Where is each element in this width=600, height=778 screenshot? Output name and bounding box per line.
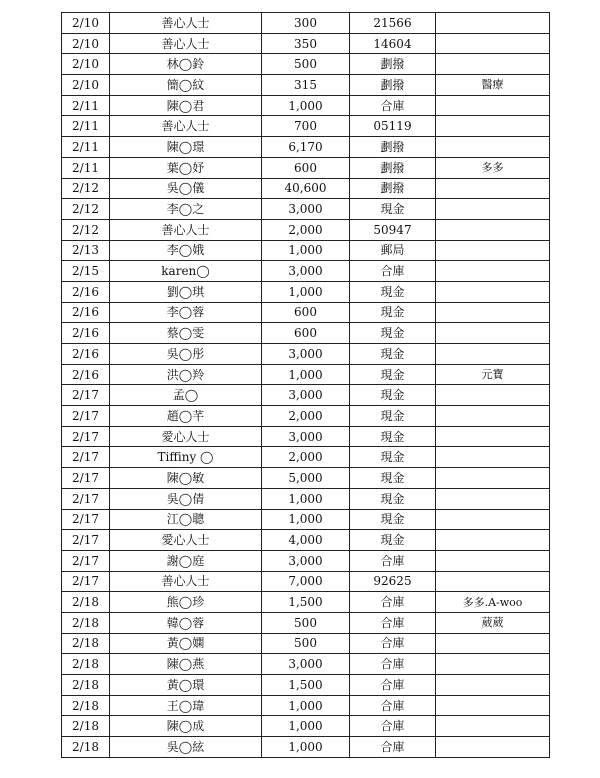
payment-method-cell: 合庫 — [350, 654, 436, 675]
amount-cell: 3,000 — [262, 550, 350, 571]
payment-method-cell: 合庫 — [350, 261, 436, 282]
payment-method-cell: 合庫 — [350, 737, 436, 758]
date-cell: 2/18 — [62, 612, 110, 633]
note-cell — [436, 281, 550, 302]
date-cell: 2/11 — [62, 95, 110, 116]
payment-method-cell: 現金 — [350, 447, 436, 468]
donor-name-cell: 李◯蓉 — [110, 302, 262, 323]
note-cell — [436, 323, 550, 344]
amount-cell: 315 — [262, 75, 350, 96]
amount-cell: 3,000 — [262, 344, 350, 365]
payment-method-cell: 郵局 — [350, 240, 436, 261]
amount-cell: 2,000 — [262, 406, 350, 427]
payment-method-cell: 合庫 — [350, 95, 436, 116]
donor-name-cell: 愛心人士 — [110, 530, 262, 551]
payment-method-cell: 劃撥 — [350, 178, 436, 199]
donor-name-cell: 趙◯芊 — [110, 406, 262, 427]
amount-cell: 500 — [262, 54, 350, 75]
note-cell — [436, 716, 550, 737]
donor-name-cell: 善心人士 — [110, 219, 262, 240]
amount-cell: 700 — [262, 116, 350, 137]
date-cell: 2/17 — [62, 488, 110, 509]
amount-cell: 4,000 — [262, 530, 350, 551]
note-cell — [436, 219, 550, 240]
note-cell — [436, 240, 550, 261]
table-row — [62, 157, 550, 178]
amount-cell: 1,500 — [262, 592, 350, 613]
note-cell: 多多.A-woo — [436, 592, 550, 613]
note-cell — [436, 178, 550, 199]
donor-name-cell: 林◯鈴 — [110, 54, 262, 75]
donor-name-cell: 陳◯成 — [110, 716, 262, 737]
amount-cell: 1,000 — [262, 716, 350, 737]
document-page — [61, 12, 549, 758]
date-cell: 2/18 — [62, 737, 110, 758]
payment-method-cell: 14604 — [350, 33, 436, 54]
note-cell — [436, 675, 550, 696]
payment-method-cell: 現金 — [350, 530, 436, 551]
note-cell: 葳葳 — [436, 612, 550, 633]
note-cell — [436, 302, 550, 323]
table-row — [62, 675, 550, 696]
date-cell: 2/16 — [62, 364, 110, 385]
donor-name-cell: 善心人士 — [110, 13, 262, 34]
payment-method-cell: 現金 — [350, 406, 436, 427]
amount-cell: 1,000 — [262, 364, 350, 385]
payment-method-cell: 現金 — [350, 281, 436, 302]
table-row — [62, 75, 550, 96]
note-cell: 醫療 — [436, 75, 550, 96]
payment-method-cell: 劃撥 — [350, 75, 436, 96]
note-cell — [436, 695, 550, 716]
date-cell: 2/11 — [62, 157, 110, 178]
table-row — [62, 364, 550, 385]
table-row — [62, 468, 550, 489]
table-row — [62, 550, 550, 571]
payment-method-cell: 合庫 — [350, 716, 436, 737]
note-cell — [436, 261, 550, 282]
payment-method-cell: 現金 — [350, 302, 436, 323]
amount-cell: 1,000 — [262, 695, 350, 716]
amount-cell: 2,000 — [262, 219, 350, 240]
donor-name-cell: 善心人士 — [110, 33, 262, 54]
amount-cell: 500 — [262, 612, 350, 633]
table-row — [62, 261, 550, 282]
amount-cell: 3,000 — [262, 385, 350, 406]
note-cell — [436, 385, 550, 406]
table-row — [62, 13, 550, 34]
amount-cell: 500 — [262, 633, 350, 654]
date-cell: 2/17 — [62, 468, 110, 489]
amount-cell: 1,000 — [262, 488, 350, 509]
payment-method-cell: 劃撥 — [350, 157, 436, 178]
table-row — [62, 178, 550, 199]
date-cell: 2/17 — [62, 530, 110, 551]
donor-name-cell: 吳◯絃 — [110, 737, 262, 758]
amount-cell: 3,000 — [262, 654, 350, 675]
donor-name-cell: 吳◯彤 — [110, 344, 262, 365]
date-cell: 2/11 — [62, 137, 110, 158]
table-row — [62, 509, 550, 530]
note-cell — [436, 95, 550, 116]
note-cell — [436, 447, 550, 468]
table-row — [62, 592, 550, 613]
amount-cell: 40,600 — [262, 178, 350, 199]
note-cell — [436, 13, 550, 34]
table-row — [62, 54, 550, 75]
donor-name-cell: 黃◯環 — [110, 675, 262, 696]
amount-cell: 300 — [262, 13, 350, 34]
table-row — [62, 633, 550, 654]
amount-cell: 1,000 — [262, 509, 350, 530]
amount-cell: 3,000 — [262, 199, 350, 220]
payment-method-cell: 現金 — [350, 364, 436, 385]
donor-name-cell: 謝◯庭 — [110, 550, 262, 571]
donor-name-cell: 吳◯儀 — [110, 178, 262, 199]
note-cell — [436, 550, 550, 571]
note-cell — [436, 116, 550, 137]
donor-name-cell: 善心人士 — [110, 571, 262, 592]
amount-cell: 350 — [262, 33, 350, 54]
payment-method-cell: 現金 — [350, 426, 436, 447]
amount-cell: 3,000 — [262, 426, 350, 447]
table-row — [62, 447, 550, 468]
payment-method-cell: 劃撥 — [350, 54, 436, 75]
donor-name-cell: 蔡◯雯 — [110, 323, 262, 344]
amount-cell: 1,500 — [262, 675, 350, 696]
donor-name-cell: 陳◯燕 — [110, 654, 262, 675]
date-cell: 2/17 — [62, 426, 110, 447]
date-cell: 2/11 — [62, 116, 110, 137]
donor-name-cell: 簡◯紋 — [110, 75, 262, 96]
amount-cell: 1,000 — [262, 95, 350, 116]
donation-ledger-table — [61, 12, 550, 758]
note-cell — [436, 633, 550, 654]
date-cell: 2/16 — [62, 281, 110, 302]
amount-cell: 1,000 — [262, 737, 350, 758]
payment-method-cell: 現金 — [350, 468, 436, 489]
payment-method-cell: 現金 — [350, 509, 436, 530]
note-cell — [436, 54, 550, 75]
table-row — [62, 344, 550, 365]
donor-name-cell: 葉◯妤 — [110, 157, 262, 178]
date-cell: 2/17 — [62, 571, 110, 592]
date-cell: 2/18 — [62, 716, 110, 737]
date-cell: 2/13 — [62, 240, 110, 261]
table-row — [62, 612, 550, 633]
donor-name-cell: 陳◯璟 — [110, 137, 262, 158]
amount-cell: 2,000 — [262, 447, 350, 468]
payment-method-cell: 05119 — [350, 116, 436, 137]
date-cell: 2/12 — [62, 178, 110, 199]
table-row — [62, 488, 550, 509]
table-row — [62, 137, 550, 158]
date-cell: 2/10 — [62, 75, 110, 96]
table-row — [62, 530, 550, 551]
amount-cell: 3,000 — [262, 261, 350, 282]
payment-method-cell: 50947 — [350, 219, 436, 240]
amount-cell: 6,170 — [262, 137, 350, 158]
note-cell — [436, 571, 550, 592]
donor-name-cell: Tiffiny ◯ — [110, 447, 262, 468]
payment-method-cell: 合庫 — [350, 550, 436, 571]
payment-method-cell: 合庫 — [350, 675, 436, 696]
note-cell — [436, 199, 550, 220]
date-cell: 2/18 — [62, 675, 110, 696]
date-cell: 2/17 — [62, 406, 110, 427]
payment-method-cell: 92625 — [350, 571, 436, 592]
amount-cell: 7,000 — [262, 571, 350, 592]
date-cell: 2/10 — [62, 54, 110, 75]
note-cell — [436, 737, 550, 758]
note-cell — [436, 530, 550, 551]
donor-name-cell: 陳◯敏 — [110, 468, 262, 489]
payment-method-cell: 21566 — [350, 13, 436, 34]
date-cell: 2/16 — [62, 323, 110, 344]
payment-method-cell: 現金 — [350, 199, 436, 220]
table-row — [62, 654, 550, 675]
note-cell — [436, 137, 550, 158]
date-cell: 2/17 — [62, 550, 110, 571]
donor-name-cell: 愛心人士 — [110, 426, 262, 447]
payment-method-cell: 現金 — [350, 323, 436, 344]
table-row — [62, 199, 550, 220]
table-row — [62, 33, 550, 54]
note-cell — [436, 654, 550, 675]
table-row — [62, 240, 550, 261]
donor-name-cell: 王◯瑋 — [110, 695, 262, 716]
note-cell — [436, 33, 550, 54]
ledger-body — [62, 13, 550, 758]
date-cell: 2/10 — [62, 33, 110, 54]
date-cell: 2/18 — [62, 695, 110, 716]
donor-name-cell: 孟◯ — [110, 385, 262, 406]
note-cell — [436, 509, 550, 530]
payment-method-cell: 現金 — [350, 488, 436, 509]
note-cell: 多多 — [436, 157, 550, 178]
donor-name-cell: 陳◯君 — [110, 95, 262, 116]
date-cell: 2/16 — [62, 344, 110, 365]
donor-name-cell: 劉◯琪 — [110, 281, 262, 302]
date-cell: 2/15 — [62, 261, 110, 282]
table-row — [62, 426, 550, 447]
donor-name-cell: 李◯娥 — [110, 240, 262, 261]
donor-name-cell: karen◯ — [110, 261, 262, 282]
donor-name-cell: 善心人士 — [110, 116, 262, 137]
amount-cell: 600 — [262, 157, 350, 178]
date-cell: 2/18 — [62, 654, 110, 675]
table-row — [62, 406, 550, 427]
amount-cell: 600 — [262, 302, 350, 323]
date-cell: 2/17 — [62, 509, 110, 530]
payment-method-cell: 現金 — [350, 385, 436, 406]
note-cell — [436, 344, 550, 365]
date-cell: 2/12 — [62, 199, 110, 220]
table-row — [62, 716, 550, 737]
amount-cell: 1,000 — [262, 281, 350, 302]
date-cell: 2/12 — [62, 219, 110, 240]
payment-method-cell: 劃撥 — [350, 137, 436, 158]
payment-method-cell: 現金 — [350, 344, 436, 365]
donor-name-cell: 洪◯羚 — [110, 364, 262, 385]
note-cell — [436, 426, 550, 447]
table-row — [62, 302, 550, 323]
payment-method-cell: 合庫 — [350, 633, 436, 654]
table-row — [62, 323, 550, 344]
date-cell: 2/10 — [62, 13, 110, 34]
date-cell: 2/18 — [62, 633, 110, 654]
payment-method-cell: 合庫 — [350, 612, 436, 633]
table-row — [62, 737, 550, 758]
donor-name-cell: 韓◯蓉 — [110, 612, 262, 633]
donor-name-cell: 李◯之 — [110, 199, 262, 220]
table-row — [62, 219, 550, 240]
donor-name-cell: 熊◯珍 — [110, 592, 262, 613]
table-row — [62, 695, 550, 716]
amount-cell: 600 — [262, 323, 350, 344]
note-cell: 元寶 — [436, 364, 550, 385]
date-cell: 2/18 — [62, 592, 110, 613]
note-cell — [436, 488, 550, 509]
date-cell: 2/17 — [62, 447, 110, 468]
note-cell — [436, 468, 550, 489]
note-cell — [436, 406, 550, 427]
table-row — [62, 281, 550, 302]
donor-name-cell: 黃◯嫻 — [110, 633, 262, 654]
table-row — [62, 571, 550, 592]
table-row — [62, 116, 550, 137]
date-cell: 2/17 — [62, 385, 110, 406]
table-row — [62, 95, 550, 116]
amount-cell: 1,000 — [262, 240, 350, 261]
payment-method-cell: 合庫 — [350, 695, 436, 716]
payment-method-cell: 合庫 — [350, 592, 436, 613]
amount-cell: 5,000 — [262, 468, 350, 489]
donor-name-cell: 江◯聰 — [110, 509, 262, 530]
donor-name-cell: 吳◯倩 — [110, 488, 262, 509]
date-cell: 2/16 — [62, 302, 110, 323]
table-row — [62, 385, 550, 406]
